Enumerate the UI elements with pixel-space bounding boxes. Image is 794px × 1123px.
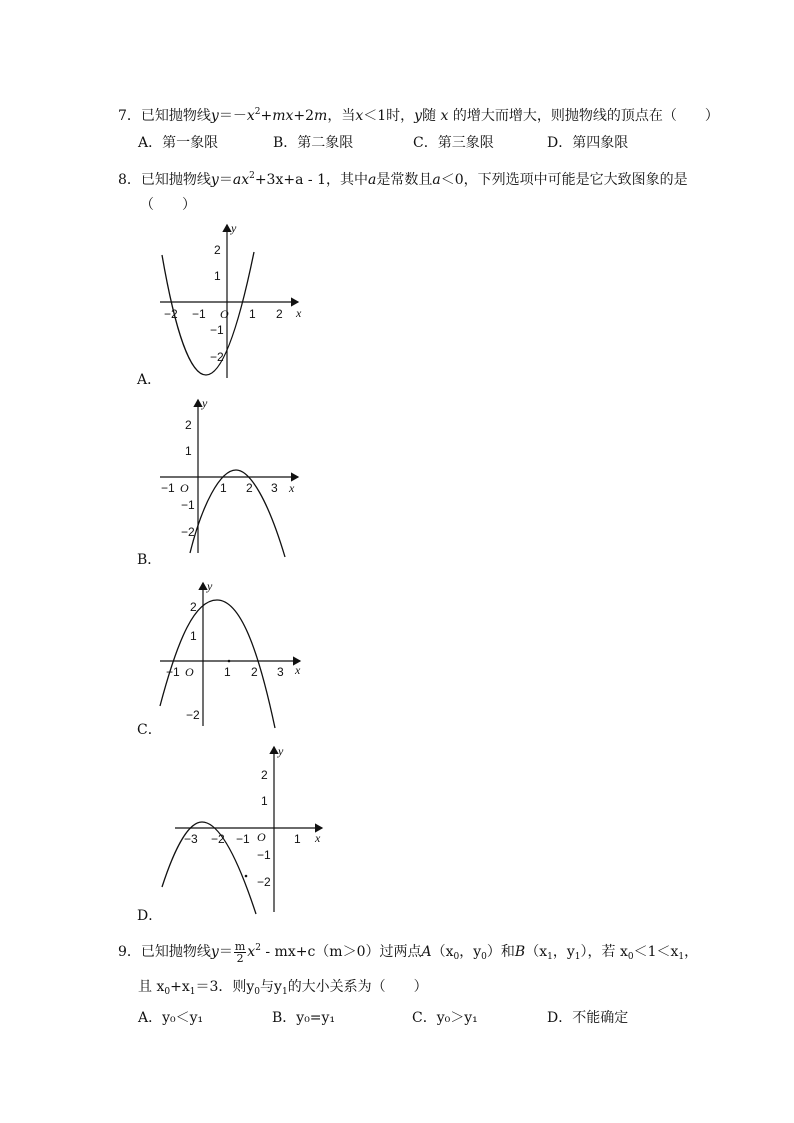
y-tick: −2: [186, 708, 200, 722]
option-a[interactable]: A．第一象限: [138, 135, 219, 151]
x-axis-label: x: [295, 663, 301, 677]
origin-label: O: [257, 830, 266, 844]
graph-a: [150, 220, 320, 385]
origin-label: O: [185, 665, 194, 679]
graph-a-label[interactable]: A．: [137, 372, 162, 388]
y-axis-label: y: [278, 744, 284, 758]
option-c[interactable]: C．第三象限: [413, 135, 494, 151]
graph-d: [150, 742, 330, 917]
option-a[interactable]: A．y₀＜y₁: [138, 1010, 204, 1026]
tick-mark: [228, 660, 231, 663]
question-7-stem: 7．已知抛物线$y=-x^2+mx+2m$，当x＜1时，y随 x 的增大而增大，则抛物线的顶点在（ ）: [118, 107, 719, 124]
y-axis-label: y: [207, 579, 213, 593]
option-c[interactable]: C．y₀＞y₁: [412, 1010, 478, 1026]
y-axis-label: y: [202, 396, 208, 410]
x-tick: 3: [271, 481, 278, 495]
x-tick: −1: [192, 307, 206, 321]
x-axis-label: x: [289, 481, 295, 495]
origin-label: O: [180, 481, 189, 495]
y-tick: −1: [210, 323, 224, 337]
x-tick: −2: [164, 307, 178, 321]
x-tick: 1: [224, 665, 231, 679]
x-tick: 1: [220, 481, 227, 495]
question-8-stem: 8．已知抛物线$y=ax^2+3x+a - 1$，其中a是常数且a＜0，下列选项中可能是它大致图象的是: [118, 171, 688, 188]
x-axis-label: x: [315, 831, 321, 845]
question-8-paren: （ ）: [140, 197, 196, 213]
y-tick: 2: [190, 600, 197, 614]
option-d[interactable]: D．不能确定: [547, 1010, 629, 1026]
x-tick: 1: [294, 832, 301, 846]
y-tick: 2: [185, 418, 192, 432]
x-tick: −1: [161, 481, 175, 495]
graph-c: [150, 578, 320, 733]
x-tick: −2: [211, 832, 225, 846]
tick-mark: [245, 875, 248, 878]
x-tick: −1: [236, 832, 250, 846]
y-axis-label: y: [231, 221, 237, 235]
y-tick: 2: [214, 243, 221, 257]
graph-b: [150, 395, 320, 560]
x-tick: 2: [251, 665, 258, 679]
question-9-stem: 9．已知抛物线y＝ $\frac{m}{2}$ $x^2 - mx+c(m>0)$过两点$A(x_0$，$y_0$）和$B(x_1$，$y_1$），若 $x_0<1<x_1$，: [118, 939, 699, 965]
y-tick: 1: [185, 444, 192, 458]
x-tick: 3: [277, 665, 284, 679]
y-tick: −2: [210, 350, 224, 364]
x-tick: −1: [166, 665, 180, 679]
y-tick: −2: [181, 525, 195, 539]
x-tick: 2: [276, 307, 283, 321]
x-tick: 2: [246, 481, 253, 495]
parabola-curve: [160, 600, 275, 728]
fraction: $\frac{m}{2}$: [234, 939, 246, 965]
option-b[interactable]: B．y₀=y₁: [272, 1010, 336, 1026]
option-b[interactable]: B．第二象限: [273, 135, 354, 151]
x-tick: −3: [184, 832, 198, 846]
x-axis-label: x: [296, 306, 302, 320]
graph-d-label[interactable]: D．: [137, 908, 163, 924]
y-tick: −2: [257, 875, 271, 889]
y-tick: 1: [261, 794, 268, 808]
x-tick: 1: [249, 307, 256, 321]
y-tick: −1: [181, 498, 195, 512]
question-9-line2: 且 $x_0+x_1=3$．则$y_0$与$y_1$的大小关系为（ ）: [138, 979, 428, 997]
y-tick: 2: [261, 768, 268, 782]
y-tick: 1: [214, 269, 221, 283]
graph-b-label[interactable]: B．: [137, 552, 162, 568]
y-tick: −1: [257, 848, 271, 862]
graph-c-label[interactable]: C．: [137, 722, 162, 738]
origin-label: O: [220, 307, 229, 321]
y-tick: 1: [190, 629, 197, 643]
option-d[interactable]: D．第四象限: [547, 135, 629, 151]
